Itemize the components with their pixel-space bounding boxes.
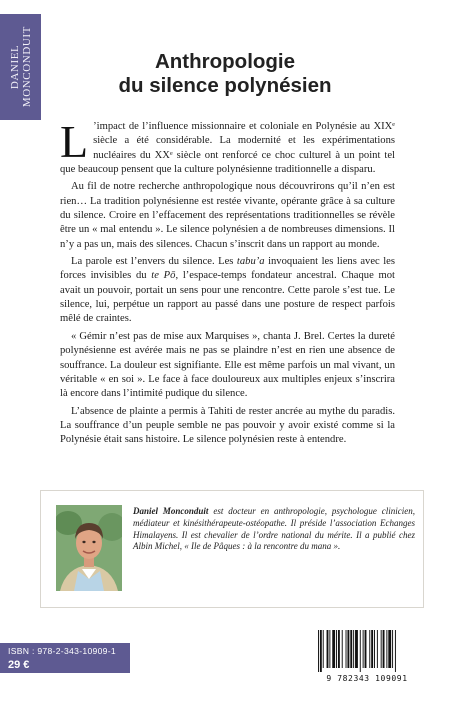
barcode-bar: [392, 630, 393, 668]
isbn-number: ISBN : 978-2-343-10909-1: [8, 646, 117, 656]
barcode-bar: [363, 630, 364, 668]
barcode: [312, 628, 422, 683]
barcode-bar: [369, 630, 370, 668]
book-title: [80, 50, 370, 98]
author-bio-name: Daniel Monconduit: [133, 506, 209, 516]
barcode-bar: [350, 630, 352, 668]
barcode-bar: [323, 630, 324, 668]
paragraph-1: [60, 116, 395, 177]
paragraph-1-text: ’impact de l’influence missionnaire et coloniale en Polynésie au XIXᵉ siècle a été considérable. La modernité et les expérimentations nucléaires du XXᵉ siècle ont renforcé ce choc culturel à un point tel que beaucoup pensent que la culture polynésienne traditionnelle a disparu.: [60, 121, 395, 176]
barcode-bar: [360, 630, 361, 672]
barcode-bar: [374, 630, 375, 668]
author-spine-band: [0, 14, 41, 120]
barcode-bar: [347, 630, 349, 668]
paragraph-2: Au fil de notre recherche anthropologique nous découvrirons qu’il n’en est rien… La tradition polynésienne est restée vivante, opérante grâce à sa culture du silence. Croire en l’effacement des représentations traditionnelles se révèle être un « mal entendu ». Le silence polynésien a de nombreuses dimensions. Il n’y a pas un, mais des silences. Chacun s’inscrit dans un rapport au monde.: [60, 181, 395, 250]
barcode-bar: [318, 630, 319, 672]
barcode-bar: [346, 630, 347, 668]
author-portrait-icon: [56, 505, 122, 591]
barcode-bar: [395, 630, 396, 672]
barcode-bars-icon: [312, 628, 422, 672]
barcode-bar: [381, 630, 382, 668]
title-line-1: Anthropologie: [154, 50, 296, 73]
author-bio-description: est docteur en anthropologie, psychologue clinicien, médiateur et kinésithérapeute-ostéopathe. Il préside l’association Echanges Himalayens. Il est chevalier de l’ordre national du mérite. Il a publié chez Albin Michel, « Ile de Pâques : à la rencontre du mana ».: [133, 506, 416, 552]
price: 29 €: [8, 659, 30, 671]
paragraph-5: L’absence de plainte a permis à Tahiti de rester ancrée au mythe du paradis. La souffrance d’un peuple semble ne pas pouvoir y avoir existé comme si la Polynésie était sans histoire. Le silence polynésien reste à entendre.: [60, 405, 395, 446]
paragraph-3-part-c: , l’espace-temps fondateur ancestral. Chaque mot avait un pouvoir, portait un sens pour une rencontre. Cette parole s’est tue. Le silence, lui, perpétue un rapport au passé dans une posture de respect parfois mêlé de craintes.: [60, 270, 395, 325]
back-cover-blurb: [60, 116, 395, 451]
barcode-bar: [342, 630, 343, 668]
barcode-bar: [353, 630, 354, 668]
paragraph-3: [60, 255, 395, 327]
barcode-bar: [383, 630, 385, 668]
term-tabua: tabu’a: [236, 256, 265, 268]
barcode-bar: [320, 630, 322, 672]
paragraph-3-part-a: La parole est l’envers du silence. Les: [71, 256, 237, 268]
author-name-vertical: DANIEL MONCONDUIT: [8, 26, 33, 108]
barcode-bar: [388, 630, 391, 668]
author-bio-text: [133, 506, 415, 553]
title-line-2: du silence polynésien: [118, 74, 332, 97]
barcode-bar: [365, 630, 367, 668]
paragraph-4: « Gémir n’est pas de mise aux Marquises », chanta J. Brel. Certes la dureté polynésienne est avérée mais ne pas se plaindre n’est en rien une absence de souffrance. La douleur est signifiante. Elle est même parfois un mal vivant, un véritable « en soi ». Le face à face douloureux aux multiples enjeux s’inscrira là encore dans l’intimité pudique du silence.: [60, 330, 395, 400]
barcode-bar: [332, 630, 335, 668]
author-photo: [56, 505, 122, 591]
author-bio-box: [40, 490, 424, 608]
drop-cap: L: [60, 116, 89, 167]
barcode-bar: [336, 630, 337, 668]
barcode-bar: [377, 630, 378, 668]
isbn-price-band: [0, 643, 130, 673]
paragraph-3-part-b: invoquaient les liens avec les forces invisibles du: [60, 256, 395, 282]
barcode-digits: 9 782343 109091: [326, 674, 408, 683]
barcode-bar: [386, 630, 387, 668]
barcode-bar: [355, 630, 358, 668]
term-te-po: te Pō: [151, 270, 176, 282]
barcode-bar: [327, 630, 329, 668]
barcode-bar: [371, 630, 373, 668]
barcode-bar: [338, 630, 340, 668]
barcode-bar: [329, 630, 330, 668]
